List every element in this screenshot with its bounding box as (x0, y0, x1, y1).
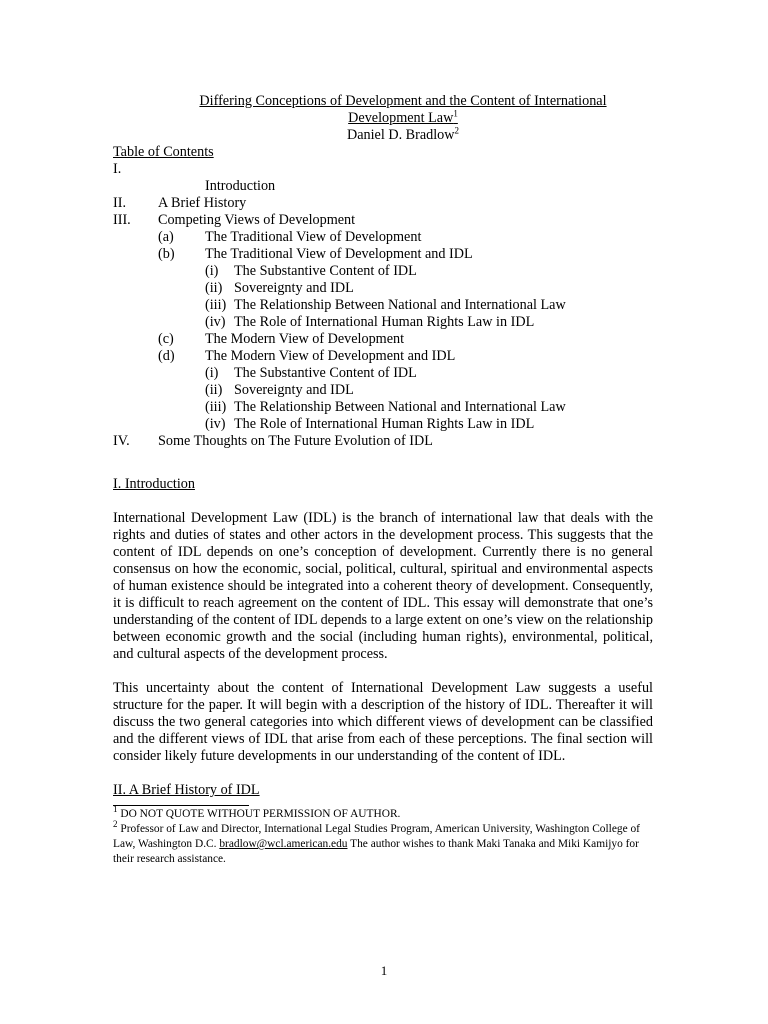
toc-row[interactable] (113, 263, 653, 280)
toc-row-marker: II. (113, 195, 126, 211)
toc-row-text: The Relationship Between National and International Law (234, 399, 566, 415)
toc-row-marker: (a) (158, 229, 174, 245)
toc-row-marker: (c) (158, 331, 174, 347)
footnotes (113, 804, 653, 867)
toc-row-text: The Modern View of Development (205, 331, 405, 347)
toc-row[interactable] (113, 416, 653, 433)
toc-row-text: The Relationship Between National and International Law (234, 297, 566, 313)
toc-row-text: The Role of International Human Rights Law in IDL (234, 314, 535, 330)
toc-row-text: Some Thoughts on The Future Evolution of IDL (158, 433, 433, 449)
toc-row[interactable] (113, 348, 653, 365)
toc-row-marker: (iv) (205, 314, 226, 330)
toc-row-marker: (iii) (205, 297, 227, 313)
toc-row-text: The Modern View of Development and IDL (205, 348, 456, 364)
toc-row[interactable] (113, 229, 653, 246)
title-line-2: Development Law (348, 110, 454, 126)
toc-heading: Table of Contents (113, 144, 214, 160)
toc-row-marker: (i) (205, 263, 219, 279)
toc-row[interactable] (113, 314, 653, 331)
toc-row-marker: I. (113, 161, 122, 177)
toc-row[interactable] (113, 195, 653, 212)
footnote-2-acknowledgement: The author wishes to thank Maki Tanaka and Miki Kamijyo for their research assistance. (113, 838, 639, 865)
author-name: Daniel D. Bradlow (346, 127, 455, 143)
toc-row[interactable] (113, 331, 653, 348)
toc-row[interactable] (113, 280, 653, 297)
footnote-2-mark: 2 (113, 819, 118, 830)
toc-row[interactable] (113, 161, 653, 178)
toc-row-text: Competing Views of Development (158, 212, 356, 228)
toc-row-marker: (iv) (205, 416, 226, 432)
toc-row[interactable] (113, 399, 653, 416)
toc-row-text: The Traditional View of Development (205, 229, 422, 245)
author-footnote-mark[interactable]: 2 (454, 125, 460, 136)
toc-row-text: The Role of International Human Rights Law in IDL (234, 416, 535, 432)
toc-row[interactable] (113, 433, 653, 450)
table-of-contents (113, 161, 653, 450)
document-page (113, 93, 653, 867)
toc-row-text: The Substantive Content of IDL (234, 263, 417, 279)
toc-row-marker: IV. (113, 433, 130, 449)
toc-row-marker: (i) (205, 365, 219, 381)
author-email-link[interactable]: bradlow@wcl.american.edu (219, 838, 348, 850)
toc-row[interactable] (113, 212, 653, 229)
toc-row[interactable] (113, 365, 653, 382)
page-number: 1 (380, 963, 388, 978)
footnote-2-text: Professor of Law and Director, International Legal Studies Program, American University, Washington College of Law, Washington D.C. (113, 823, 640, 850)
author-line (113, 127, 653, 144)
document-title (113, 93, 653, 127)
footnote-1-text: DO NOT QUOTE WITHOUT PERMISSION OF AUTHOR. (120, 808, 401, 820)
toc-row-marker: (b) (158, 246, 175, 262)
toc-row[interactable] (113, 382, 653, 399)
footnote-2 (113, 819, 653, 867)
footnote-1 (113, 804, 653, 822)
toc-row-marker: (ii) (205, 280, 223, 296)
toc-row-text: The Traditional View of Development and IDL (205, 246, 473, 262)
toc-row-text: Sovereignty and IDL (234, 382, 354, 398)
toc-row[interactable] (113, 246, 653, 263)
section-heading-introduction: I. Introduction (113, 476, 195, 492)
toc-row-marker: III. (113, 212, 131, 228)
toc-row-text: Introduction (205, 178, 276, 194)
toc-row-marker: (d) (158, 348, 175, 364)
title-line-1: Differing Conceptions of Development and the Content of International (199, 93, 607, 109)
title-footnote-mark[interactable]: 1 (453, 108, 458, 119)
toc-row[interactable] (113, 297, 653, 314)
toc-row-text: A Brief History (158, 195, 247, 211)
footnote-1-mark: 1 (113, 804, 118, 815)
toc-row-text: The Substantive Content of IDL (234, 365, 417, 381)
section-heading-history: II. A Brief History of IDL (113, 782, 260, 798)
toc-row-marker: (ii) (205, 382, 223, 398)
toc-row-text: Sovereignty and IDL (234, 280, 354, 296)
toc-row[interactable] (113, 178, 653, 195)
intro-paragraph-2: This uncertainty about the content of International Development Law suggests a useful structure for the paper. It will begin with a description of the history of IDL. Thereafter it will discuss the two general categories into which different views of development can be classified and the different views of IDL that arise from each of these perceptions. The final section will consider likely future developments in our understanding of the content of IDL. (113, 680, 653, 764)
toc-row-marker: (iii) (205, 399, 227, 415)
footnote-divider (113, 805, 249, 806)
intro-paragraph-1: International Development Law (IDL) is the branch of international law that deals with the rights and duties of states and other actors in the development process. This suggests that the content of IDL depends on one’s conception of development. Currently there is no general consensus on how the economic, social, political, cultural, spiritual and environmental aspects of human existence should be integrated into a coherent theory of development. Consequently, it is difficult to reach agreement on the content of IDL. This essay will demonstrate that one’s understanding of the content of IDL depends to a large extent on one’s view on the relationship between economic growth and the social (including human rights), environmental, political, and cultural aspects of the development process. (113, 510, 653, 662)
